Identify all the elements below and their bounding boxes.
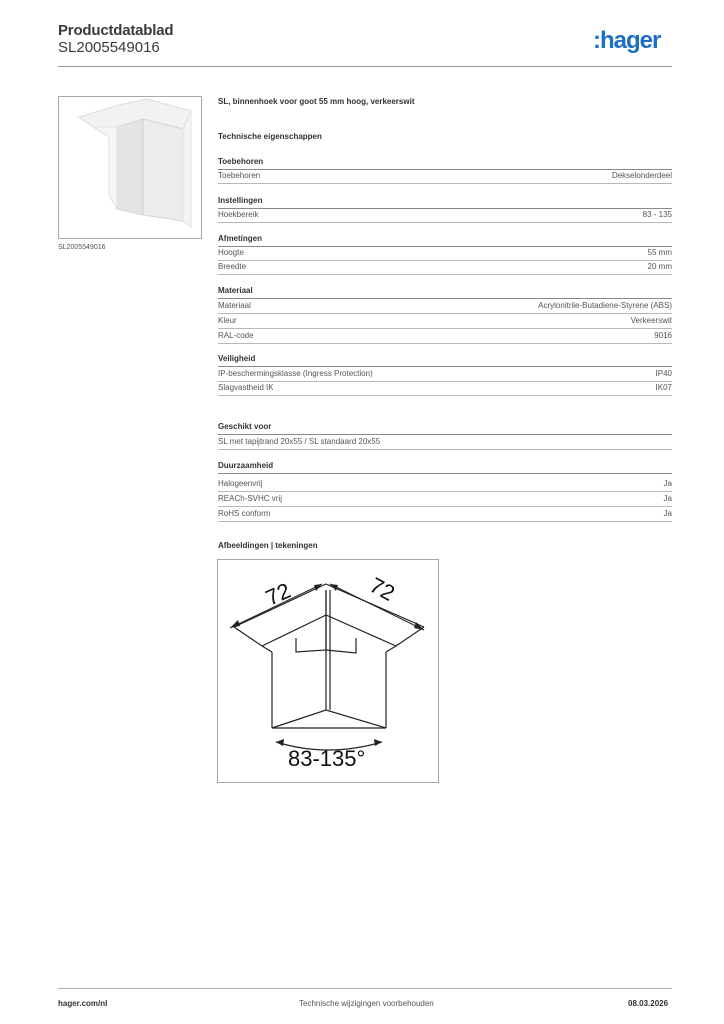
footer-disclaimer: Technische wijzigingen voorbehouden bbox=[299, 999, 434, 1008]
angle-label: 83-135° bbox=[288, 746, 366, 771]
row-label: RoHS conform bbox=[218, 509, 271, 518]
footer-divider bbox=[58, 988, 672, 989]
table-row bbox=[218, 248, 672, 261]
table-row bbox=[218, 509, 672, 522]
row-label: Kleur bbox=[218, 316, 237, 325]
row-value: 20 mm bbox=[647, 262, 672, 271]
table-row bbox=[218, 301, 672, 314]
hager-logo[interactable]: :hager bbox=[593, 27, 661, 54]
row-label: Toebehoren bbox=[218, 171, 261, 180]
row-label: IP-beschermingsklasse (Ingress Protection) bbox=[218, 369, 373, 378]
table-row bbox=[218, 210, 672, 223]
tech-properties-heading: Technische eigenschappen bbox=[218, 132, 322, 141]
table-row bbox=[218, 262, 672, 275]
header-divider bbox=[58, 66, 672, 67]
photo-caption: SL2005549016 bbox=[58, 244, 106, 251]
row-label: RAL-code bbox=[218, 331, 254, 340]
table-row bbox=[218, 479, 672, 492]
page-title: Productdatablad bbox=[58, 22, 174, 39]
row-label: Hoogte bbox=[218, 248, 244, 257]
table-row bbox=[218, 316, 672, 329]
row-value: 9016 bbox=[654, 331, 672, 340]
row-label: SL met tapijtrand 20x55 / SL standaard 20x55 bbox=[218, 437, 381, 446]
row-label: Slagvastheid IK bbox=[218, 383, 274, 392]
row-value: Ja bbox=[663, 509, 672, 518]
table-row bbox=[218, 171, 672, 184]
technical-drawing-svg bbox=[218, 560, 438, 782]
row-label: Hoekbereik bbox=[218, 210, 259, 219]
technical-drawing bbox=[217, 559, 439, 783]
row-value: Verkeerswit bbox=[630, 316, 672, 325]
row-label: REACh-SVHC vrij bbox=[218, 494, 283, 503]
row-value: 55 mm bbox=[647, 248, 672, 257]
dim-left-label: 72 bbox=[261, 577, 295, 611]
row-value: Ja bbox=[663, 479, 672, 488]
product-photo-icon bbox=[59, 97, 201, 238]
section-title-duurzaamheid: Duurzaamheid bbox=[218, 461, 672, 474]
row-value: IK07 bbox=[655, 383, 672, 392]
figures-heading: Afbeeldingen | tekeningen bbox=[218, 541, 318, 550]
section-title-materiaal: Materiaal bbox=[218, 286, 672, 299]
section-title-afmetingen: Afmetingen bbox=[218, 234, 672, 247]
product-code: SL2005549016 bbox=[58, 39, 160, 56]
table-row bbox=[218, 369, 672, 382]
row-label: Halogeenvrij bbox=[218, 479, 263, 488]
footer-website-link[interactable]: hager.com/nl bbox=[58, 999, 108, 1008]
table-row bbox=[218, 494, 672, 507]
table-row bbox=[218, 383, 672, 396]
table-row bbox=[218, 437, 672, 450]
table-row bbox=[218, 331, 672, 344]
footer-date: 08.03.2026 bbox=[628, 999, 669, 1008]
product-description: SL, binnenhoek voor goot 55 mm hoog, verkeerswit bbox=[218, 97, 415, 106]
row-value: Ja bbox=[663, 494, 672, 503]
row-value: Dekselonderdeel bbox=[611, 171, 672, 180]
section-title-instellingen: Instellingen bbox=[218, 196, 672, 209]
section-title-geschikt-voor: Geschikt voor bbox=[218, 422, 672, 435]
row-label: Materiaal bbox=[218, 301, 251, 310]
row-value: Acrylonitrile-Butadiene-Styrene (ABS) bbox=[538, 301, 672, 310]
row-value: 83 - 135 bbox=[642, 210, 672, 219]
product-photo bbox=[58, 96, 202, 239]
row-value: IP40 bbox=[655, 369, 672, 378]
section-title-veiligheid: Veiligheid bbox=[218, 354, 672, 367]
row-label: Breedte bbox=[218, 262, 247, 271]
dim-right-label: 72 bbox=[365, 572, 400, 606]
section-title-toebehoren: Toebehoren bbox=[218, 157, 672, 170]
